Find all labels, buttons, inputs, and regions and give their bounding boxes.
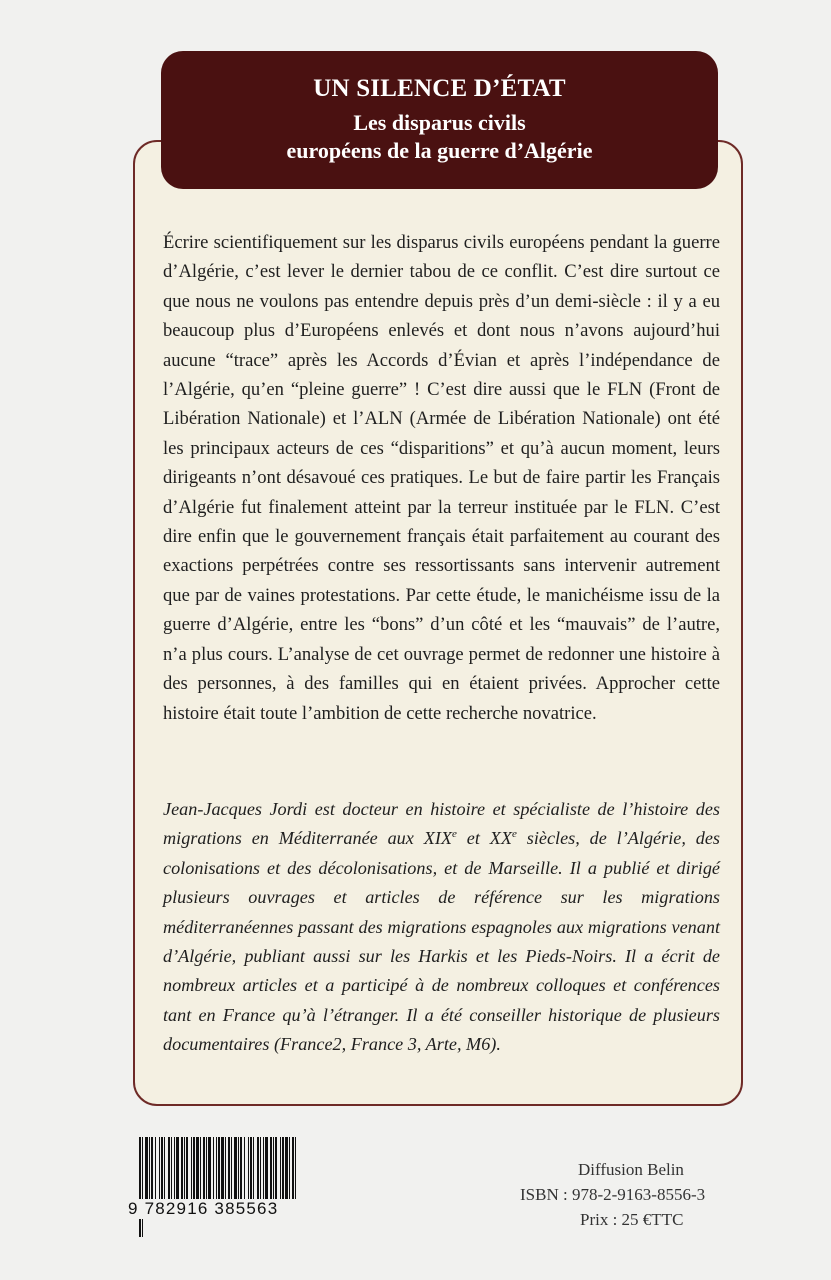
book-title: UN SILENCE D’ÉTAT: [313, 75, 566, 102]
title-banner: [161, 51, 718, 189]
subtitle-line-2: européens de la guerre d’Algérie: [286, 138, 593, 163]
bio-text-start: Jean-Jacques Jordi est docteur en histoire et spécialiste de l’histoire des migrations en Méditerranée aux XIX: [163, 799, 720, 849]
barcode-digits: 9 782916 385563: [126, 1199, 314, 1219]
author-bio: [163, 795, 720, 1060]
bio-superscript-1: e: [452, 828, 457, 841]
barcode-icon: [137, 1137, 299, 1237]
bio-paragraph: [163, 795, 720, 1060]
bio-text-middle: et XX: [456, 828, 512, 849]
book-blurb: [163, 228, 720, 728]
subtitle-line-1: Les disparus civils: [353, 110, 526, 135]
publisher-info: [520, 1157, 745, 1232]
distribution-label: Diffusion Belin: [578, 1160, 684, 1179]
price-label: Prix : 25 €TTC: [580, 1210, 684, 1229]
book-subtitle: [161, 109, 718, 165]
isbn-label: ISBN : 978-2-9163-8556-3: [520, 1185, 706, 1204]
bio-superscript-2: e: [511, 828, 517, 841]
blurb-paragraph: Écrire scientifiquement sur les disparus civils européens pendant la guerre d’Algérie, c’est lever le dernier tabou de ce conflit. C’est dire surtout ce que nous ne voulons pas entendre depuis près d’un demi-siècle : il y a eu beaucoup plus d’Européens enlevés et dont nous n’avons aujourd’hui aucune “trace” après les Accords d’Évian et après l’indépendance de l’Algérie, qu’en “pleine guerre” ! C’est dire aussi que le FLN (Front de Libération Nationale) et l’ALN (Armée de Libération Nationale) ont été les principaux acteurs de ces “disparitions” et qu’à aucun moment, leurs dirigeants n’ont désavoué ces pratiques. Le but de faire partir les Français d’Algérie fut finalement atteint par la terreur instituée par le FLN. C’est dire enfin que le gouvernement français était parfaitement au courant des exactions perpétrées contre ses ressortissants sans intervenir autrement que par de vaines protestations. Par cette étude, le manichéisme issu de la guerre d’Algérie, entre les “bons” d’un côté et les “mauvais” de l’autre, n’a plus cours. L’analyse de cet ouvrage permet de redonner une histoire à des personnes, à des familles qui en étaient privées. Approcher cette histoire était toute l’ambition de cette recherche novatrice.: [163, 232, 720, 724]
bio-text-end: siècles, de l’Algérie, des colonisations et des décolonisations, et de Marseille. Il a publié et dirigé plusieurs ouvrages et articles de référence sur les migrations méditerranéennes passant des migrations espagnoles aux migrations venant d’Algérie, publiant aussi sur les Harkis et les Pieds-Noirs. Il a écrit de nombreux articles et a participé à de nombreux colloques et conférences tant en France qu’à l’étranger. Il a été conseiller historique de plusieurs documentaires (France2, France 3, Arte, M6).: [163, 828, 720, 1055]
